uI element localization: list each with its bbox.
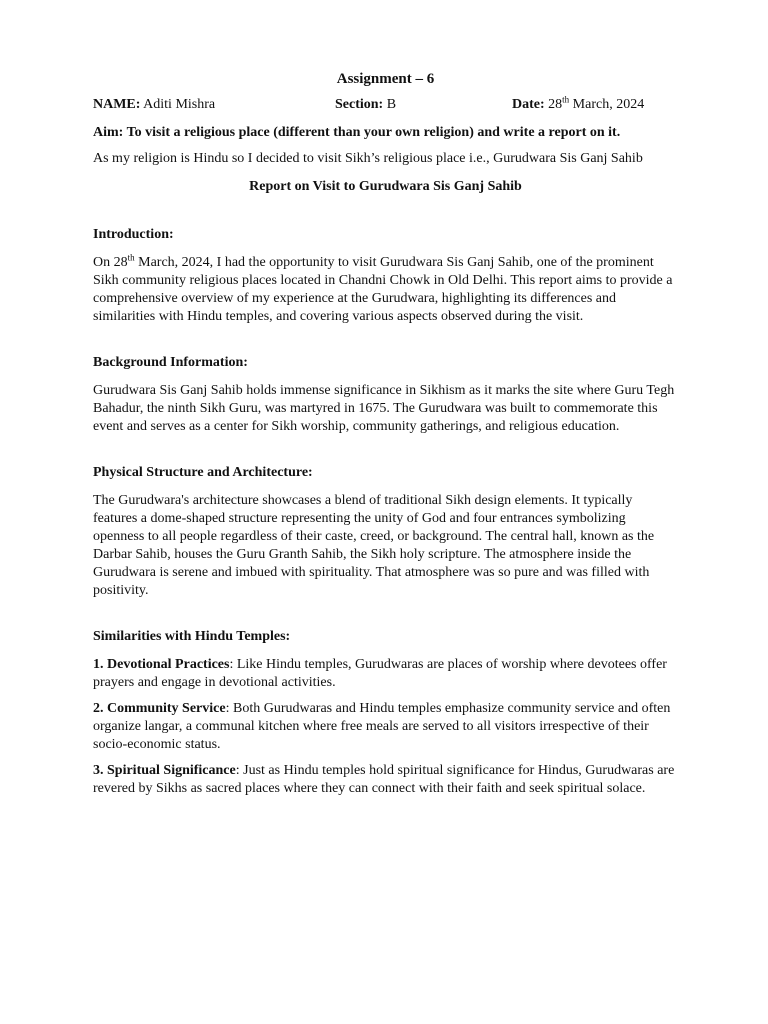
date-field xyxy=(512,96,644,114)
intro-line: As my religion is Hindu so I decided to visit Sikh’s religious place i.e., Gurudwara Sis Ganj Sahib xyxy=(93,151,643,166)
name-field xyxy=(93,96,215,114)
name-label: NAME: xyxy=(93,97,141,112)
section-label: Section: xyxy=(335,97,384,112)
similarities-heading: Similarities with Hindu Temples: xyxy=(93,629,291,644)
similarity-item xyxy=(93,656,678,692)
date-label: Date: xyxy=(512,97,545,112)
introduction-heading: Introduction: xyxy=(93,227,174,242)
date-superscript: th xyxy=(562,94,570,105)
similarity-item xyxy=(93,762,678,798)
similarity-item-text: : Both Gurudwaras and Hindu temples emphasize community service and often organize langar, a communal kitchen where free meals are served to all visitors irrespective of their socio-economic status. xyxy=(93,701,671,752)
report-title: Report on Visit to Gurudwara Sis Ganj Sahib xyxy=(249,179,522,194)
date-day: 28 xyxy=(544,97,563,112)
background-paragraph: Gurudwara Sis Ganj Sahib holds immense significance in Sikhism as it marks the site where Guru Tegh Bahadur, the ninth Sikh Guru, was martyred in 1675. The Gurudwara was built to commemorate this event and serves as a center for Sikh worship, community gatherings, and religious education. xyxy=(93,383,675,434)
name-value: Aditi Mishra xyxy=(140,97,216,112)
similarity-item-label: 1. Devotional Practices xyxy=(93,657,230,672)
section-value: B xyxy=(383,97,397,112)
aim-statement: Aim: To visit a religious place (different than your own religion) and write a report on it. xyxy=(93,125,621,140)
introduction-text-start: On 28 xyxy=(93,255,128,270)
architecture-paragraph: The Gurudwara's architecture showcases a blend of traditional Sikh design elements. It typically features a dome-shaped structure representing the unity of God and four entrances symbolizing openness to all people regardless of their caste, creed, or background. The central hall, known as the Darbar Sahib, houses the Guru Granth Sahib, the Sikh holy scripture. The atmosphere inside the Gurudwara is serene and imbued with spirituality. That atmosphere was so pure and was filled with positivity. xyxy=(93,493,655,598)
similarity-item-label: 2. Community Service xyxy=(93,701,226,716)
background-heading: Background Information: xyxy=(93,355,248,370)
architecture-heading: Physical Structure and Architecture: xyxy=(93,465,313,480)
date-rest: March, 2024 xyxy=(569,97,645,112)
introduction-superscript: th xyxy=(127,252,135,263)
student-info-row xyxy=(93,96,678,116)
section-field xyxy=(335,96,396,114)
similarity-item xyxy=(93,700,678,754)
introduction-text-rest: March, 2024, I had the opportunity to visit Gurudwara Sis Ganj Sahib, one of the prominent Sikh community religious places located in Chandni Chowk in Old Delhi. This report aims to provide a comprehensive overview of my experience at the Gurudwara, highlighting its differences and similarities with Hindu temples, and covering various aspects observed during the visit. xyxy=(93,255,673,324)
similarity-item-text: : Like Hindu temples, Gurudwaras are places of worship where devotees offer prayers and engage in devotional activities. xyxy=(93,657,667,690)
similarity-item-label: 3. Spiritual Significance xyxy=(93,763,236,778)
similarity-item-text: : Just as Hindu temples hold spiritual significance for Hindus, Gurudwaras are revered by Sikhs as sacred places where they can connect with their faith and seek spiritual solace. xyxy=(93,763,675,796)
document-content xyxy=(93,68,678,806)
assignment-title: Assignment – 6 xyxy=(336,71,435,87)
introduction-paragraph xyxy=(93,254,678,326)
